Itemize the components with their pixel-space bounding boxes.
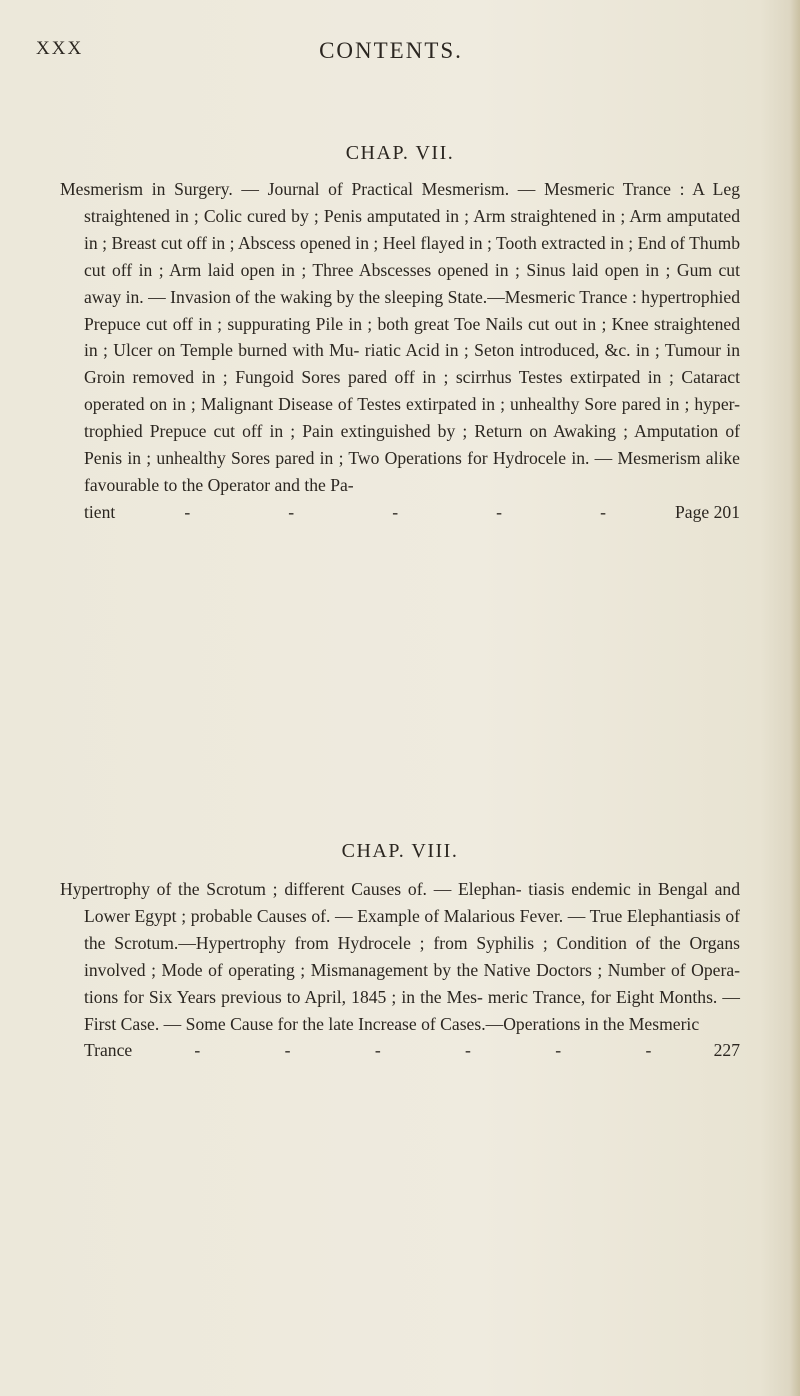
dot-leaders: - - - - - - (194, 1040, 652, 1061)
dot-leaders: - - - - - (184, 501, 606, 522)
chapter-viii-page-ref: 227 (713, 1040, 740, 1061)
chapter-viii-title: CHAP. VIII. (341, 840, 459, 862)
page-edge-shadow (790, 0, 800, 1396)
running-head (36, 38, 746, 68)
page-number: XXX (36, 38, 84, 59)
chapter-vii-summary-text: Mesmerism in Surgery. — Journal of Practical Mesmerism. — Mesmeric Trance : A Leg straightened in ; Colic cured by ; Penis amputated in ; Arm straightened in ; Arm amputated in ; Breast cut off in ; Abscess opened in ; Heel flayed in ; Tooth extracted in ; End of Thumb cut off in ; Arm laid open in ; Three Abscesses opened in ; Sinus laid open in ; Gum cut away in. — Invasion of the waking by the sleeping State.—Mesmeric Trance : hypertrophied Prepuce cut off in ; suppurating Pile in ; both great Toe Nails cut out in ; Knee straightened in ; Ulcer on Temple burned with Mu- riatic Acid in ; Seton introduced, &c. in ; Tumour in Groin removed in ; Fungoid Sores pared off in ; scirrhus Testes extirpated in ; Cataract operated on in ; Malignant Disease of Testes extirpated in ; unhealthy Sore pared in ; hyper- trophied Prepuce cut off in ; Pain extinguished by ; Return on Awaking ; Amputation of Penis in ; unhealthy Sores pared in ; Two Operations for Hydrocele in. — Mesmerism alike favourable to the Operator and the Pa- (60, 179, 740, 495)
chapter-vii-last-line (60, 499, 740, 526)
chapter-viii-summary (60, 876, 740, 1064)
chapter-viii-summary-text: Hypertrophy of the Scrotum ; different Causes of. — Elephan- tiasis endemic in Bengal and Lower Egypt ; probable Causes of. — Example of Malarious Fever. — True Elephantiasis of the Scrotum.—Hypertrophy from Hydrocele ; from Syphilis ; Condition of the Organs involved ; Mode of operating ; Mismanagement by the Native Doctors ; Number of Opera- tions for Six Years previous to April, 1845 ; in the Mes- meric Trance, for Eight Months. —First Case. — Some Cause for the late Increase of Cases.—Operations in the Mesmeric (60, 879, 740, 1034)
chapter-vii-title: CHAP. VII. (345, 142, 455, 164)
chapter-vii-last-word: tient (84, 501, 116, 522)
chapter-viii-last-word: Trance (84, 1040, 133, 1061)
chapter-vii-page-ref: Page 201 (675, 501, 740, 522)
chapter-viii-last-line (60, 1037, 740, 1064)
chapter-vii-summary (60, 176, 740, 526)
running-title: CONTENTS. (319, 38, 463, 63)
